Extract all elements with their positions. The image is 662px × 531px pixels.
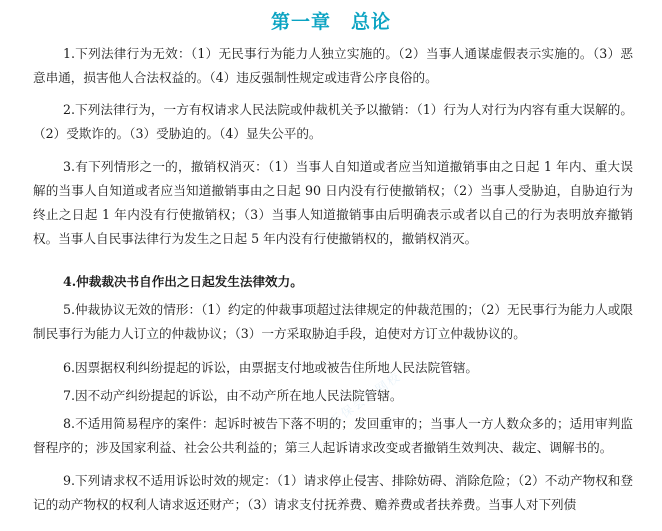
list-item-3: 3.有下列情形之一的，撤销权消灭：（1）当事人自知道或者应当知道撤销事由之日起 1 年内、重大误解的当事人自知道或者应当知道撤销事由之日起 90 日内没有行使撤销权；（2）当事人受胁迫，自胁迫行为终止之日起 1 年内没有行使撤销权；（3）当事人知道撤销事由后明确表示或者以自己的行为表明放弃撤销权。当事人自民事法律行为发生之日起 5 年内没有行使撤销权的，撤销权消灭。 [33,159,633,246]
list-item-5: 5.仲裁协议无效的情形：（1）约定的仲裁事项超过法律规定的仲裁范围的；（2）无民事行为能力人或限制民事行为能力人订立的仲裁协议；（3）一方采取胁迫手段，迫使对方订立仲裁协议的。 [33,302,633,341]
list-item-4: 4.仲裁裁决书自作出之日起发生法律效力。 [63,274,303,289]
list-item-7: 7.因不动产纠纷提起的诉讼，由不动产所在地人民法院管辖。 [63,388,403,403]
list-item-1: 1.下列法律行为无效：（1）无民事行为能力人独立实施的。（2）当事人通谋虚假表示实施的。（3）恶意串通，损害他人合法权益的。（4）违反强制性规定或违背公序良俗的。 [33,46,633,85]
list-item-2: 2.下列法律行为，一方有权请求人民法院或仲裁机关予以撤销：（1）行为人对行为内容有重大误解的。（2）受欺诈的。（3）受胁迫的。（4）显失公平的。 [33,102,633,141]
chapter-title: 第一章 总论 [270,11,391,33]
list-item-6: 6.因票据权利纠纷提起的诉讼，由票据支付地或被告住所地人民法院管辖。 [63,360,479,375]
list-item-8: 8.不适用简易程序的案件：起诉时被告下落不明的；发回重审的；当事人一方人数众多的；适用审判监督程序的；涉及国家利益、社会公共利益的；第三人起诉请求改变或者撤销生效判决、裁定、调解书的。 [33,416,633,455]
watermark-logo: 正保会计网校 [326,369,404,429]
list-item-9: 9.下列请求权不适用诉讼时效的规定：（1）请求停止侵害、排除妨碍、消除危险；（2）不动产物权和登记的动产物权的权利人请求返还财产；（3）请求支付抚养费、赡养费或者扶养费。当事人对下列债 [33,473,633,512]
